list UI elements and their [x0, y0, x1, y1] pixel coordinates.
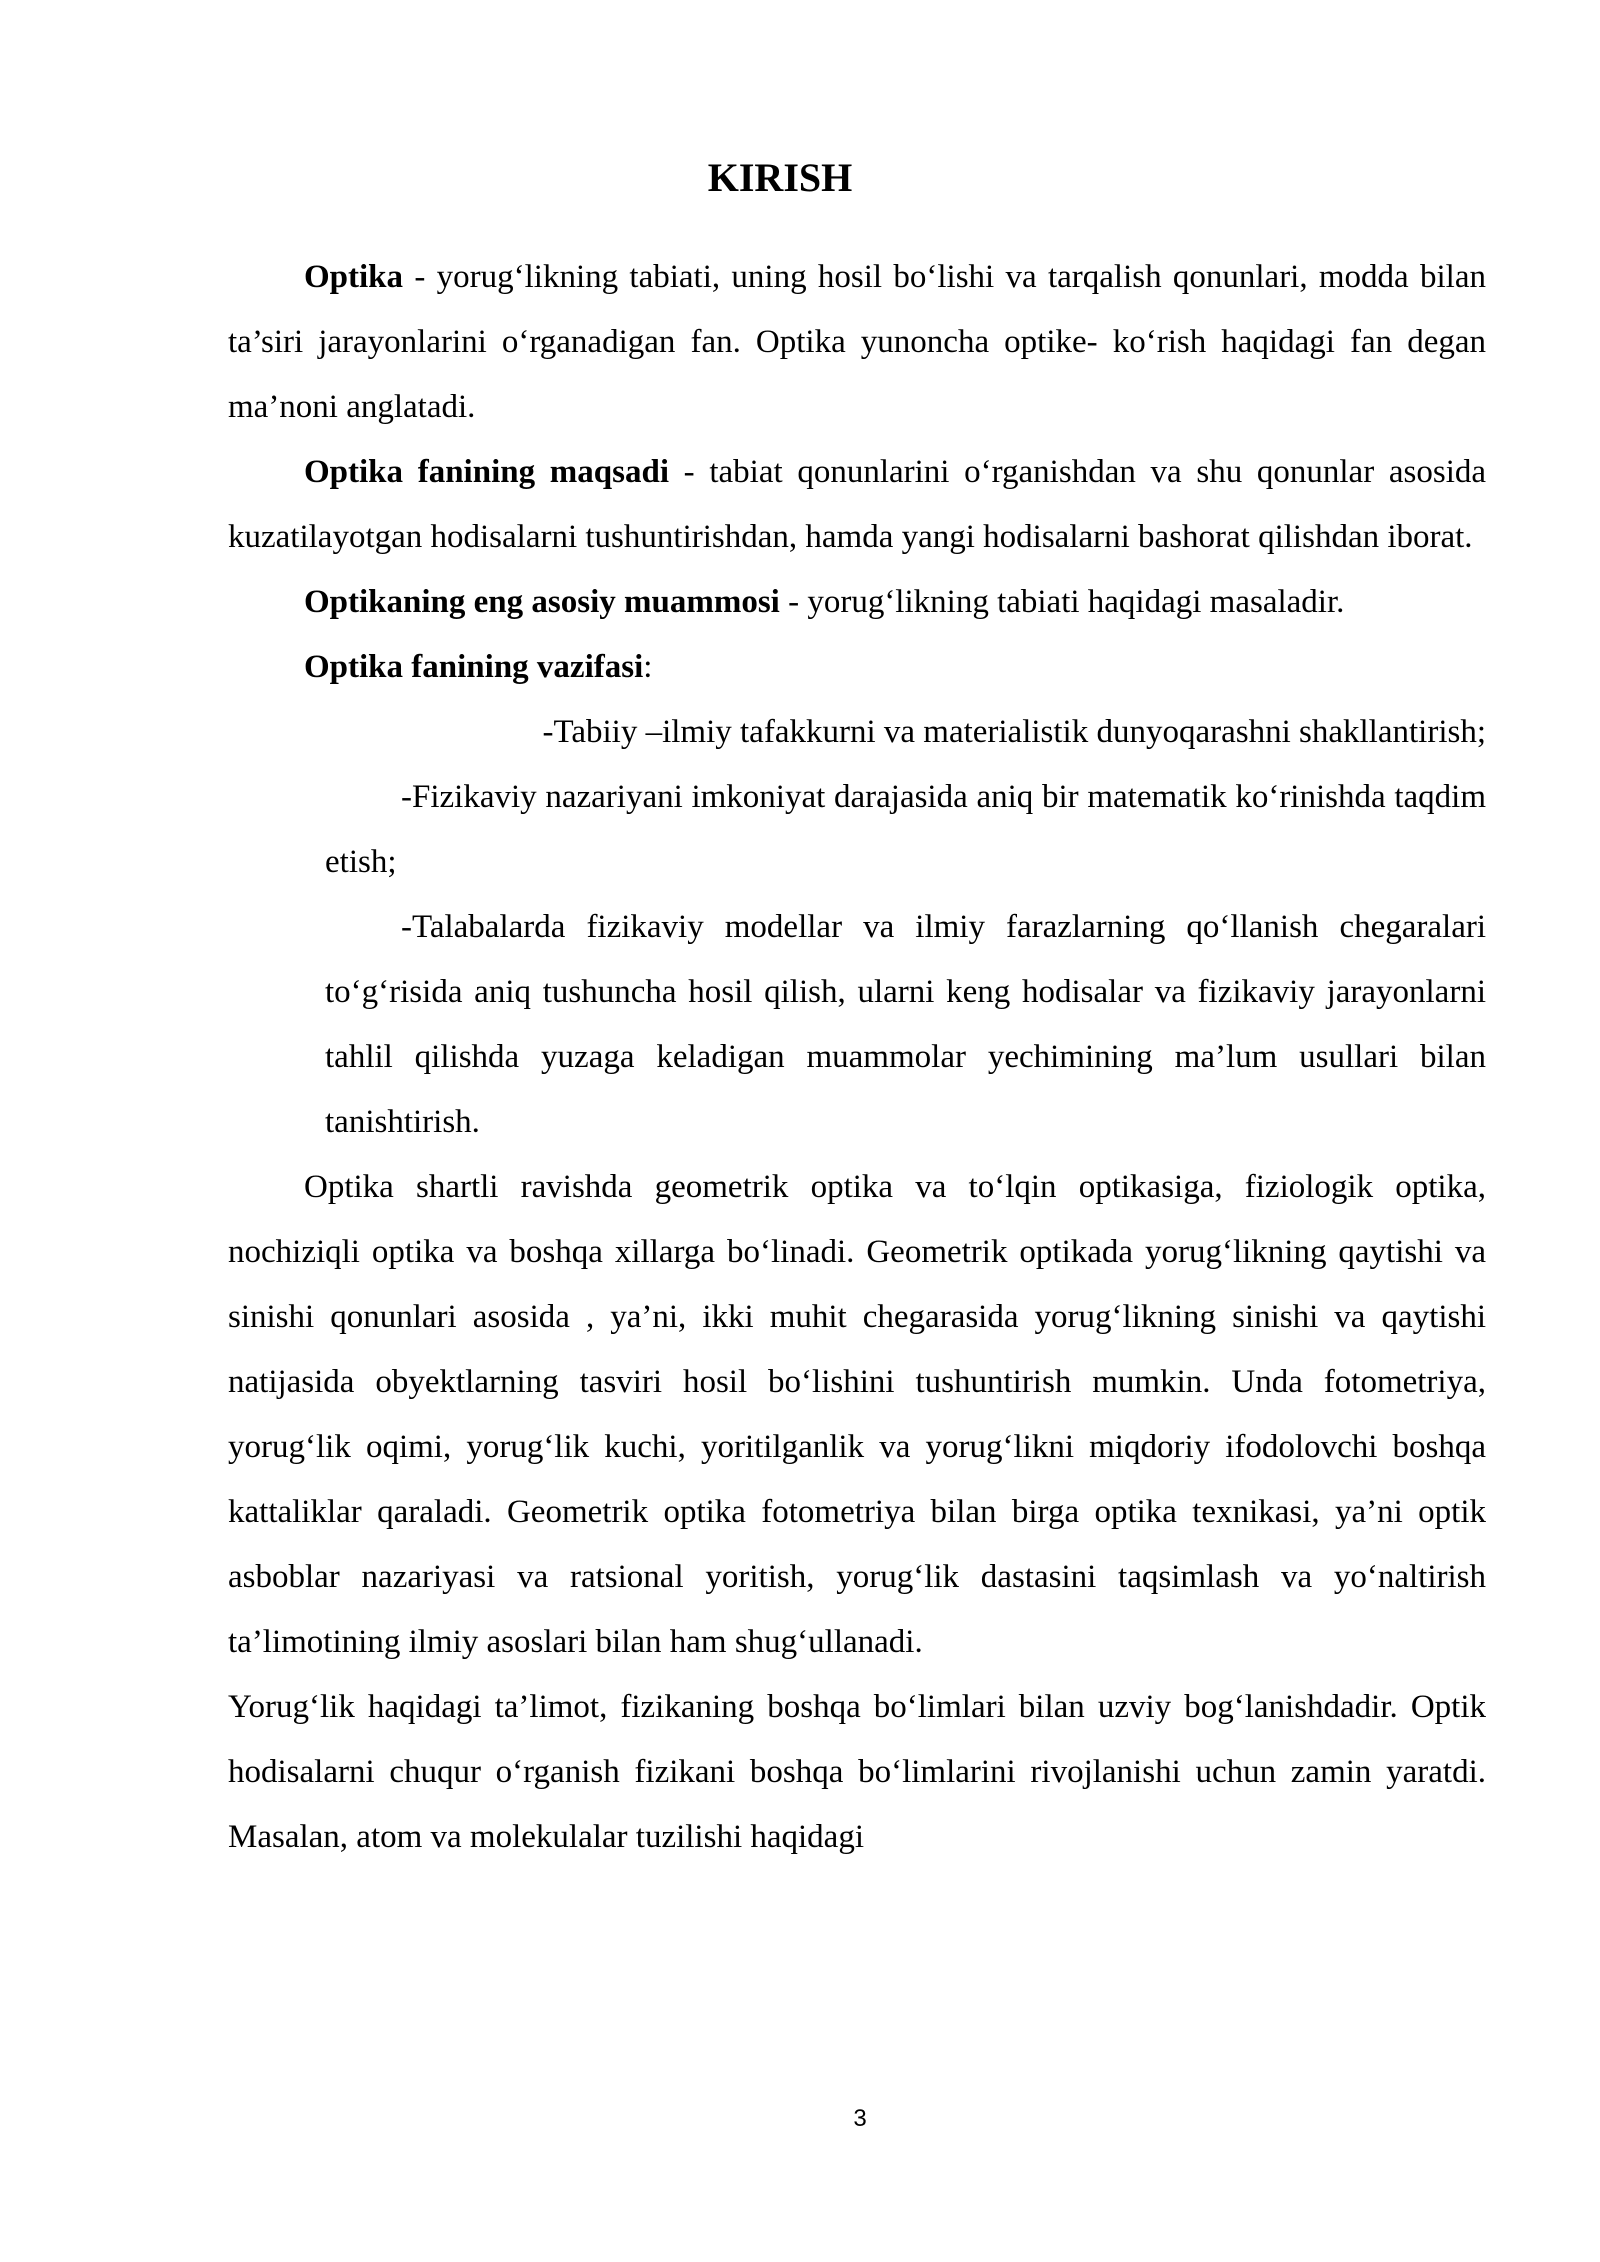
paragraph-vazifasi: [228, 635, 1486, 700]
paragraph-text: - yorug‘likning tabiati haqidagi masaladir.: [779, 584, 1345, 620]
paragraph-optics-divisions: Optika shartli ravishda geometrik optika va to‘lqin optikasiga, fiziologik optika, nochiziqli optika va boshqa xillarga bo‘linadi. Geometrik optikada yorug‘likning qaytishi va sinishi qonunlari asosida , ya’ni, ikki muhit chegarasida yorug‘likning sinishi va qaytishi natijasida obyektlarning tasviri hosil bo‘lishini tushuntirish mumkin. Unda fotometriya, yorug‘lik oqimi, yorug‘lik kuchi, yoritilganlik va yorug‘likni miqdoriy ifodolovchi boshqa kattaliklar qaraladi. Geometrik optika fotometriya bilan birga optika texnikasi, ya’ni optik asboblar nazariyasi va ratsional yoritish, yorug‘lik dastasini taqsimlash va yo‘naltirish ta’limotining ilmiy asoslari bilan ham shug‘ullanadi.: [228, 1169, 1486, 1660]
paragraph-text: - tabiat qonunlarini o‘rganishdan va shu qonunlar asosida kuzatilayotgan hodisalarni tushuntirishdan, hamda yangi hodisalarni bashorat qilishdan iborat.: [228, 454, 1487, 555]
task-item: -Tabiiy –ilmiy tafakkurni va materialistik dunyoqarashni shakllantirish;: [542, 714, 1486, 750]
paragraph-optika-definition: [228, 245, 1486, 440]
term-vazifasi: Optika fanining vazifasi: [304, 649, 644, 685]
paragraph-text: :: [643, 649, 653, 685]
term-maqsadi: Optika fanining maqsadi: [304, 454, 669, 490]
page-title: KIRISH: [707, 155, 853, 200]
term-muammosi: Optikaning eng asosiy muammosi: [304, 584, 780, 620]
paragraph-text: - yorug‘likning tabiati, uning hosil bo‘lishi va tarqalish qonunlari, modda bilan ta’siri jarayonlarini o‘rganadigan fan. Optika yunoncha optike- ko‘rish haqidagi fan degan ma’noni anglatadi.: [228, 259, 1486, 425]
task-item: -Fizikaviy nazariyani imkoniyat darajasida aniq bir matematik ko‘rinishda taqdim etish;: [325, 779, 1486, 880]
paragraph-muammosi: [228, 570, 1486, 635]
paragraph-maqsadi: [228, 440, 1486, 570]
page-number: 3: [853, 2105, 867, 2132]
document-body: [228, 245, 1486, 1870]
task-item: -Talabalarda fizikaviy modellar va ilmiy farazlarning qo‘llanish chegaralari to‘g‘risida aniq tushuncha hosil qilish, ularni keng hodisalar va fizikaviy jarayonlarni tahlil qilishda yuzaga keladigan muammolar yechimining ma’lum usullari bilan tanishtirish.: [325, 909, 1486, 1140]
paragraph-light-theory: Yorug‘lik haqidagi ta’limot, fizikaning boshqa bo‘limlari bilan uzviy bog‘lanishdadir. Optik hodisalarni chuqur o‘rganish fizikani boshqa bo‘limlarini rivojlanishi uchun zamin yaratdi. Masalan, atom va molekulalar tuzilishi haqidagi: [228, 1689, 1486, 1855]
tasks-list: [228, 700, 1486, 1155]
term-optika: Optika: [304, 259, 404, 295]
